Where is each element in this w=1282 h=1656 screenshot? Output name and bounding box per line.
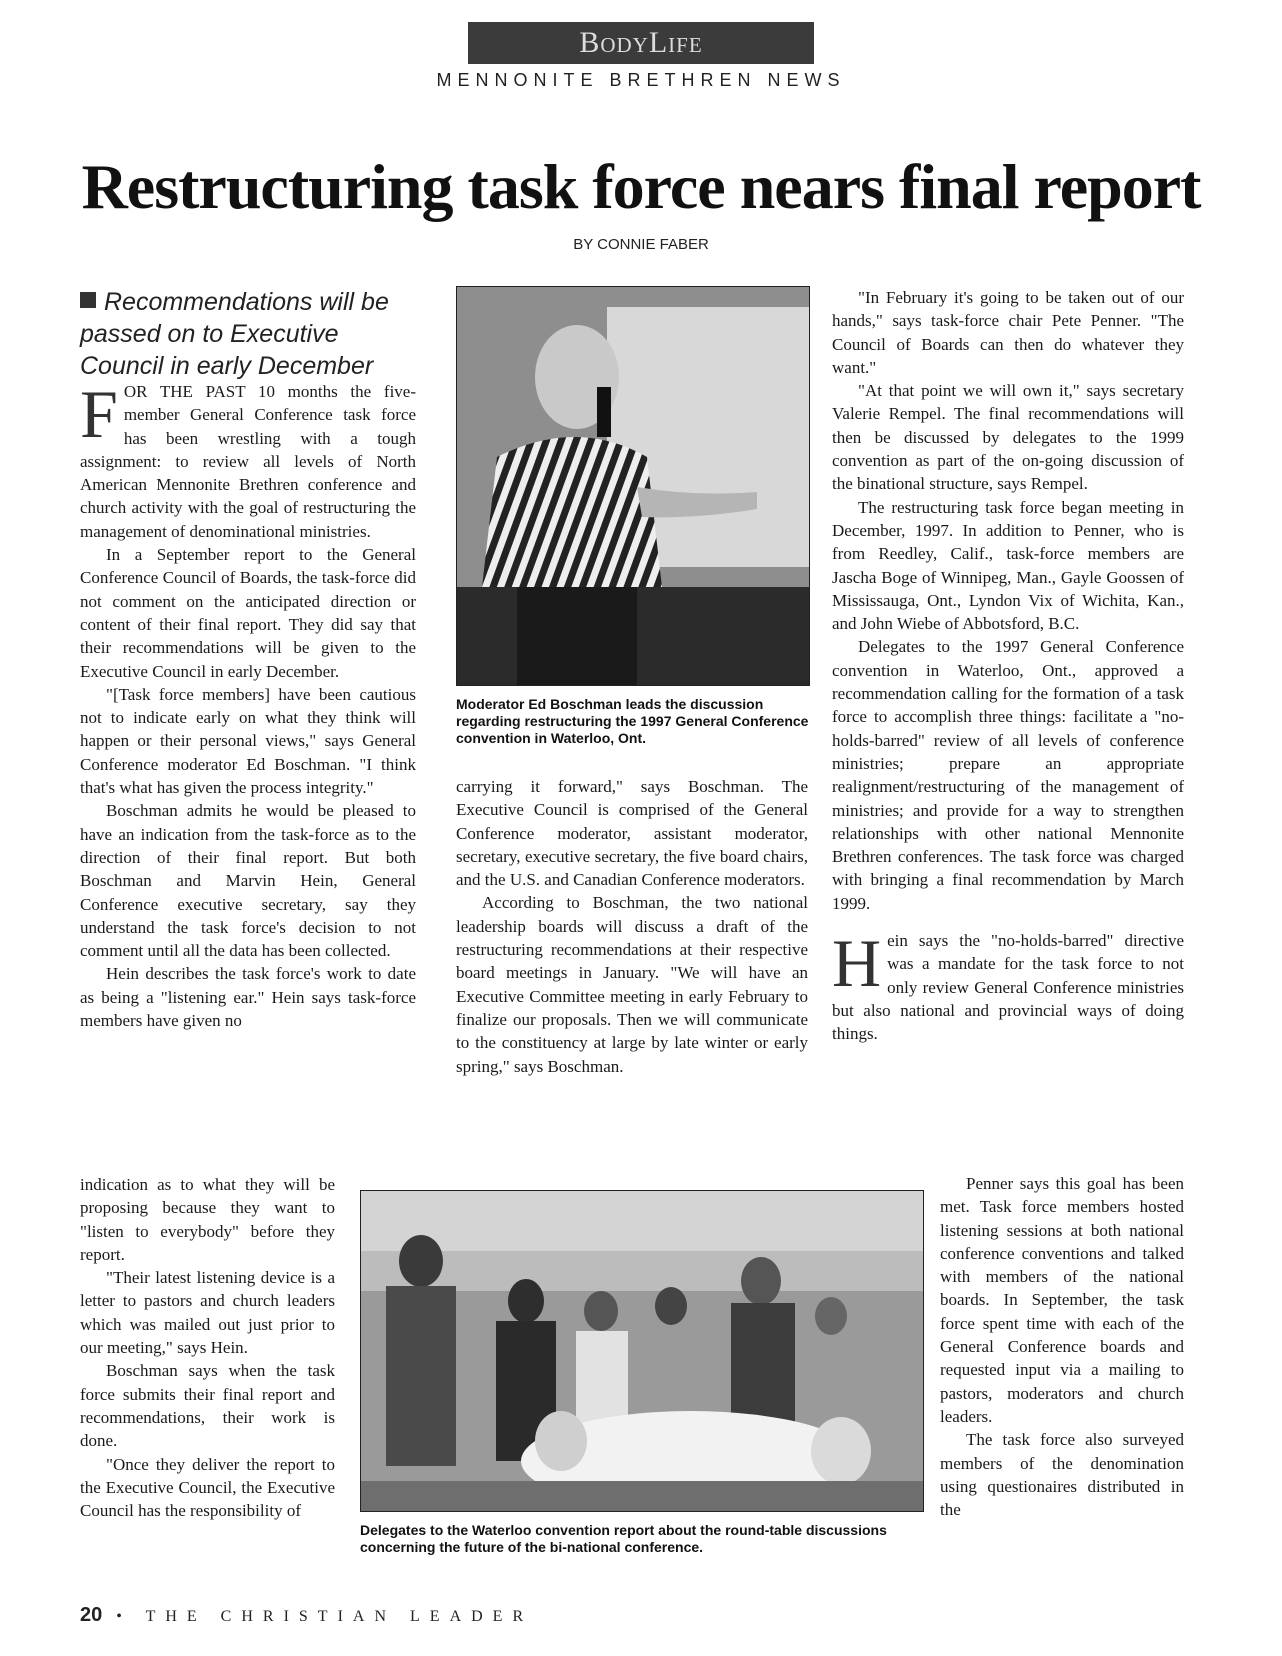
dek-text: Recommendations will be passed on to Executive Council in early December (80, 288, 389, 380)
paragraph: "In February it's going to be taken out of our hands," says task-force chair Pete Penner. "The Council of Boards can then do whatever they want." (832, 288, 1184, 377)
photo-moderator-caption: Moderator Ed Boschman leads the discussion regarding restructuring the 1997 General Conference convention in Waterloo, Ont. (456, 696, 809, 746)
paragraph (832, 925, 1184, 1045)
paragraph: Penner says this goal has been met. Task force members hosted listening sessions at both national conference conventions and talked with members of the national boards. In September, the task force spent time with each of the General Conference boards and requested input via a mailing to pastors, moderators and church leaders. (940, 1174, 1184, 1426)
column-1 (80, 376, 416, 1032)
paragraph: "Once they deliver the report to the Executive Council, the Executive Council has the responsibility of (80, 1454, 335, 1521)
paragraph: According to Boschman, the two national leadership boards will discuss a draft of the restructuring recommendations at their respective board meetings in January. "We will have an Executive Committee meeting in early February to finalize our proposals. Then we will communicate to the constituency at large by late winter or early spring," says Boschman. (456, 893, 808, 1076)
bullet-square-icon (80, 292, 96, 308)
dek (80, 286, 410, 382)
column-3-lower (940, 1172, 1184, 1521)
photo-moderator-image (457, 287, 809, 685)
headline: Restructuring task force nears final report (81, 151, 1201, 222)
paragraph: Boschman admits he would be pleased to have an indication from the task-force as to the direction of their final report. But both Boschman and Marvin Hein, General Conference executive secretary, say they understand the task force's decision to not comment until all the data has been collected. (80, 801, 416, 961)
footer-bullet: • (116, 1608, 132, 1625)
magazine-name: THE CHRISTIAN LEADER (145, 1608, 534, 1625)
photo-delegates-caption: Delegates to the Waterloo convention report about the round-table discussions concerning the future of the bi-national conference. (360, 1522, 887, 1555)
section-label: MENNONITE BRETHREN NEWS (436, 70, 846, 90)
drop-cap: F (80, 376, 118, 452)
paragraph: indication as to what they will be proposing because they want to "listen to everybody" before they report. (80, 1175, 335, 1264)
column-2 (456, 775, 808, 1078)
byline: BY CONNIE FABER (573, 236, 709, 253)
paragraph: "[Task force members] have been cautious not to indicate early on what they think will happen or their personal views," says General Conference moderator Ed Boschman. "I think that's what has given the process integrity." (80, 684, 416, 798)
paragraph: The task force also surveyed members of the denomination using questionaires distributed in the (940, 1430, 1184, 1520)
paragraph: Boschman says when the task force submits their final report and recommendations, their work is done. (80, 1361, 335, 1451)
paragraph: The restructuring task force began meeting in December, 1997. In addition to Penner, who is from Reedley, Calif., task-force members are Jascha Boge of Winnipeg, Man., Gayle Goossen of Mississauga, Ont., Lyndon Vix of Wichita, Kan., and John Wiebe of Abbotsford, B.C. (832, 497, 1184, 634)
photo-delegates-image (361, 1191, 923, 1511)
paragraph: In a September report to the General Conference Council of Boards, the task-force did not comment on the anticipated direction or content of their final report. They did say that their recommendations will be given to the Executive Council in early December. (80, 545, 416, 681)
paragraph (80, 376, 416, 543)
column-1-lower (80, 1173, 335, 1522)
paragraph: "Their latest listening device is a letter to pastors and church leaders which was mailed out just prior to our meeting," says Hein. (80, 1268, 335, 1358)
section-banner: BodyLife (468, 22, 814, 64)
column-3 (832, 286, 1184, 1046)
paragraph: carrying it forward," says Boschman. The Executive Council is comprised of the General Conference moderator, assistant moderator, secretary, executive secretary, the five board chairs, and the U.S. and Canadian Conference moderators. (456, 777, 808, 890)
paragraph: Delegates to the 1997 General Conference convention in Waterloo, Ont., approved a recommendation calling for the formation of a task force to accomplish three things: facilitate a "no-holds-barred" review of all levels of conference ministries; prepare an appropriate realignment/restructuring of the management of ministries; and provide for a way to strengthen relationships with other national Mennonite Brethren conferences. The task force was charged with bringing a final recommendation by March 1999. (832, 637, 1184, 913)
photo-moderator (456, 286, 810, 686)
page-number: 20 (80, 1604, 103, 1626)
paragraph: Hein describes the task force's work to date as being a "listening ear." Hein says task-force members have given no (80, 964, 416, 1031)
photo-delegates (360, 1190, 924, 1512)
paragraph-text: ein says the "no-holds-barred" directive was a mandate for the task force to not only review General Conference ministries but also national and provincial ways of doing things. (832, 931, 1184, 1044)
paragraph: "At that point we will own it," says secretary Valerie Rempel. The final recommendations will then be discussed by delegates to the 1999 convention as part of the on-going discussion of the binational structure, says Rempel. (832, 381, 1184, 494)
footer (80, 1604, 533, 1627)
paragraph-text: OR THE PAST 10 months the five-member General Conference task force has been wrestling with a tough assignment: to review all levels of North American Mennonite Brethren conference and church activity with the goal of restructuring the management of denominational ministries. (80, 382, 416, 541)
drop-cap: H (832, 925, 882, 1002)
